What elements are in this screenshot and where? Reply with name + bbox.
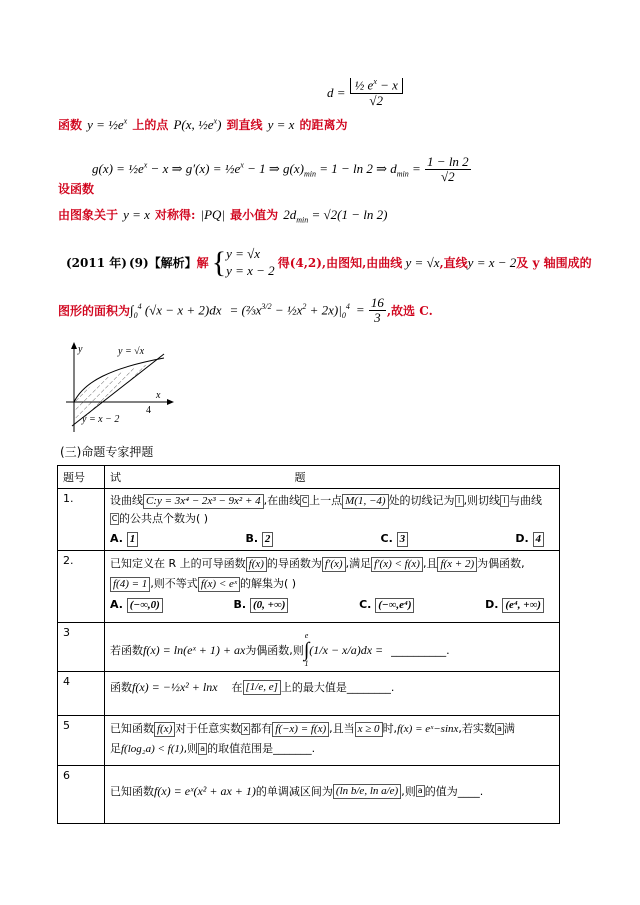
line5-tail: ,故选 C.	[386, 304, 433, 319]
x-axis-arrow	[167, 399, 174, 405]
line-distance	[58, 114, 348, 133]
line4-mid: ,直线	[439, 256, 468, 271]
line1-label: 函数	[58, 118, 83, 132]
option-c[interactable]: C. (−∞,e⁴)	[359, 598, 414, 613]
question-row-2: 2. 已知定义在 R 上的可导函数 f(x) 的导函数为 f′(x) ,满足 f′(x) < f(x) ,且 f(x + 2) 为偶函数, f(4) = 1 ,则不等式 f(x) < eˣ 的解集为( ) A. (−∞,0) B. (0, +∞) C. (−∞,e⁴) D. (e⁴, +∞)	[58, 551, 560, 623]
antiderivative: = ($\frac{2}{3}x^{3/2}$ − $\frac{1}{2}x^2 + 2x)|_0^4$	[229, 301, 350, 320]
g-derivation: $g(x) = \frac{1}{2}e^x - x$ ⇒ $g'(x) = \frac{1}{2}e^x - 1$ ⇒ $g(x)_{min} = 1 - \ln 2$ ⇒ $d_{min}$ = $\frac{1 - \ln 2}{√2}$	[92, 154, 469, 185]
integral-expression: e ∫ 1 (1/x − x/a)dx =	[303, 631, 384, 668]
question-row-4: 4 函数 f(x) = −½x² + lnx 在 [1/e, e] 上的最大值是 ________.	[58, 672, 560, 716]
option-d[interactable]: D. (e⁴, +∞)	[485, 598, 544, 613]
question-row-3: 3 若函数 f(x) = ln(eˣ + 1) + ax 为偶函数,则 e ∫ 1 (1/x − x/a)dx = __________.	[58, 623, 560, 672]
line3-tail: 最小值为	[230, 208, 279, 222]
option-d[interactable]: D. 4	[515, 532, 544, 547]
options-1	[110, 532, 554, 547]
line4-got: 得(4,2),由图知,由曲线	[277, 256, 403, 271]
line1-mid: 上的点	[132, 118, 169, 132]
line3-mid: 对称得:	[155, 208, 196, 222]
distance-formula: d = $\frac{\frac{1}{2} e^x - x}{√2}$	[327, 78, 404, 108]
header-title: 试 题	[105, 466, 560, 489]
option-b[interactable]: B. (0, +∞)	[234, 598, 289, 613]
answer-blank[interactable]: __________.	[391, 643, 450, 657]
question-table	[57, 465, 560, 824]
year-label: (2011 年)	[66, 256, 127, 271]
region-graph	[60, 340, 180, 435]
option-b[interactable]: B. 2	[245, 532, 273, 547]
placeholder-box: C	[301, 496, 308, 505]
curve-c-equation: C:y = 3x⁴ − 2x³ − 9x² + 4	[143, 494, 264, 509]
area-result: = $\frac{16}{3}$	[355, 295, 384, 326]
line-symmetry: 由图象关于 y = x 对称得: |PQ| 最小值为 $2d_{min} = √2(1 - \ln 2)$	[58, 207, 388, 225]
y-axis-arrow	[71, 342, 77, 349]
point-p: P(x, $\frac{1}{2}e^x$)	[173, 116, 222, 132]
func-y-half-ex: $y = \frac{1}{2}e^x$	[87, 116, 128, 132]
line3-label: 由图象关于	[58, 208, 119, 222]
line-2011: (2011 年) (9) 【解析】 解 { y = √x y = x − 2 得(4,2),由图知,由曲线 y = √x ,直线 y = x − 2 及 y 轴围成的	[66, 245, 592, 279]
solve-label: 解	[196, 256, 209, 271]
line4-tail: 及 y 轴围成的	[516, 256, 592, 271]
question-number: (9)	[128, 255, 149, 270]
area-integral: $\int_0^4$ (√x − x + 2)dx	[130, 301, 222, 320]
point-m: M(1, −4)	[342, 494, 388, 509]
options-2	[110, 598, 554, 613]
option-c[interactable]: C. 3	[381, 532, 409, 547]
pq-min-value: $2d_{min} = √2(1 - \ln 2)$	[283, 207, 388, 225]
line5-label: 图形的面积为	[58, 304, 131, 319]
system-of-equations: { y = √x y = x − 2	[211, 245, 275, 279]
question-row-1: 1. 设曲线 C:y = 3x⁴ − 2x³ − 9x² + 4 ,在曲线 C 上一点 M(1, −4) 处的切线记为 l ,则切线 l 与曲线 C 的公共点个数为( ) A. 1 B. 2 C. 3 D. 4	[58, 489, 560, 551]
y-axis-label: y	[78, 344, 83, 355]
header-num: 题号	[58, 466, 105, 489]
question-row-5: 5 已知函数 f(x) 对于任意实数 x 都有 f(−x) = f(x) ,且当 x ≥ 0 时,f(x) = eˣ−sinx,若实数 a 满 足f(log₂a) < f(1),则 a 的取值范围是_______.	[58, 716, 560, 766]
line1-mid2: 到直线	[226, 118, 263, 132]
answer-blank[interactable]: ____.	[457, 784, 484, 798]
option-a[interactable]: A. (−∞,0)	[110, 598, 163, 613]
line2-label: 设函数	[58, 182, 95, 196]
answer-blank[interactable]: _______.	[273, 742, 316, 755]
curve-label: y = √x	[118, 346, 145, 357]
question-row-6: 6 已知函数 f(x) = eˣ(x² + ax + 1) 的单调减区间为 (ln b/e, ln a/e) ,则 a 的值为 ____.	[58, 766, 560, 824]
section-title: (三)命题专家押题	[60, 445, 154, 459]
tick-4: 4	[146, 405, 151, 416]
line-area	[58, 296, 433, 326]
line-y-eq-x: y = x	[267, 117, 295, 132]
line1-tail: 的距离为	[299, 118, 348, 132]
analysis-tag: 【解析】	[148, 256, 197, 271]
answer-blank[interactable]: ________.	[346, 680, 395, 694]
pq-abs: |PQ|	[200, 207, 226, 222]
line-label: y = x − 2	[82, 414, 120, 425]
option-a[interactable]: A. 1	[110, 532, 138, 547]
x-axis-label: x	[156, 390, 161, 401]
